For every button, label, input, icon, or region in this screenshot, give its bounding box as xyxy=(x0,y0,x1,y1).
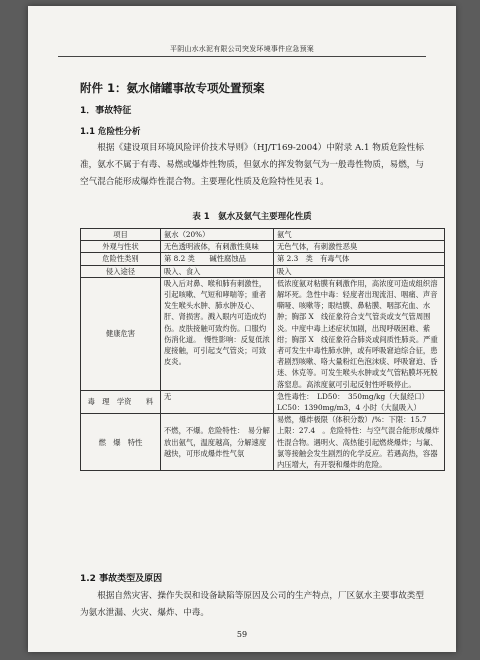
document-page xyxy=(28,6,456,652)
table-cell: 不燃，不爆。危险特性： 易分解放出氨气，温度越高，分解速度越快，可形成爆炸性气氛 xyxy=(161,414,274,471)
table-cell: 氨气 xyxy=(274,229,445,241)
table-cell: 第 2.3 类 有毒气体 xyxy=(274,253,445,265)
attachment-title: 附件 1：氨水储罐事故专项处置预案 xyxy=(80,81,265,95)
table-cell: 无色透明液体，有刺激性臭味 xyxy=(161,241,274,253)
table-cell: 项目 xyxy=(81,229,161,241)
table-cell: 健康危害 xyxy=(81,277,161,390)
table-row xyxy=(81,265,445,277)
table-cell: 侵入途径 xyxy=(81,265,161,277)
table-caption: 表 1 氨水及氨气主要理化性质 xyxy=(192,212,312,222)
subsection-heading: 1.1 危险性分析 xyxy=(80,127,141,137)
table-cell: 吸入后对鼻、喉和肺有刺激性，引起咳嗽、气短和哮喘等；重者发生喉头水肿、肺水肿及心、肝、肾损害。溅入眼内可造成灼伤。皮肤接触可致灼伤。口服灼伤消化道。 慢性影响：反复低浓度接触，可引起支气管炎；可致皮炎。 xyxy=(161,277,274,390)
table-row xyxy=(81,241,445,253)
table-cell: 氨水（20%） xyxy=(161,229,274,241)
section-heading: 1．事故特征 xyxy=(80,106,132,116)
table-cell: 无色气体，有刺激性恶臭 xyxy=(274,241,445,253)
table-cell: 易燃，爆炸极限（体积分数）/%：下限：15.7 上限：27.4 。危险特性：与空气混合能形成爆炸性混合物。遇明火、高热能引起燃烧爆炸；与氟、氯等接触会发生剧烈的化学反应。若遇高热，容器内压增大，有开裂和爆炸的危险。 xyxy=(274,414,445,471)
page-header: 平阴山水水泥有限公司突发环境事件应急预案 xyxy=(58,44,426,57)
table-cell: 吸入、食入 xyxy=(161,265,274,277)
table-row xyxy=(81,277,445,390)
subsection-heading: 1.2 事故类型及原因 xyxy=(80,574,163,584)
table-row xyxy=(81,390,445,413)
page-number: 59 xyxy=(236,630,248,639)
table-cell: 危险性类别 xyxy=(81,253,161,265)
table-cell: 无 xyxy=(161,390,274,413)
table-cell: 燃 爆 特性 xyxy=(81,414,161,471)
table-cell: 低浓度氨对粘膜有刺激作用，高浓度可造成组织溶解坏死。急性中毒：轻度者出现流泪、咽痛、声音嘶哑、咳嗽等；眼结膜、鼻粘膜、咽部充血、水肿；胸部 X 线征象符合支气管炎或支气管周围炎。中度中毒上述症状加剧，出现呼吸困难、紫绀；胸部 X 线征象符合肺炎或间质性肺炎。严重者可发生中毒性肺水肿，或有呼吸窘迫综合征，患者剧烈咳嗽、咯大量粉红色泡沫痰、呼吸窘迫、昏迷、休克等。可发生喉头水肿或支气管粘膜坏死脱落窒息。高浓度氨可引起反射性呼吸停止。 xyxy=(274,277,445,390)
paragraph: 根据《建设项目环境风险评价技术导则》（HJ/T169-2004）中附录 A.1 物质危险性标准，氨水不属于有毒、易燃或爆炸性物质，但氨水的挥发物氨气为一般毒性物质，易燃，与空气混合能形成爆炸性混合物。主要理化性质及危险特性见表 1。 xyxy=(80,143,424,187)
table-cell: 急性毒性： LD50： 350mg/kg（大鼠经口） LC50：1390mg/m3，4 小时（大鼠吸入） xyxy=(274,390,445,413)
table-cell: 吸入 xyxy=(274,265,445,277)
properties-table xyxy=(80,228,445,471)
paragraph: 根据自然灾害、操作失误和设备缺陷等原因及公司的生产特点，厂区氨水主要事故类型为氨水泄漏、火灾、爆炸、中毒。 xyxy=(80,591,424,618)
table-row xyxy=(81,253,445,265)
table-cell: 毒 理 学资 料 xyxy=(81,390,161,413)
table-row xyxy=(81,414,445,471)
table-row xyxy=(81,229,445,241)
table-cell: 外观与性状 xyxy=(81,241,161,253)
table-cell: 第 8.2 类 碱性腐蚀品 xyxy=(161,253,274,265)
